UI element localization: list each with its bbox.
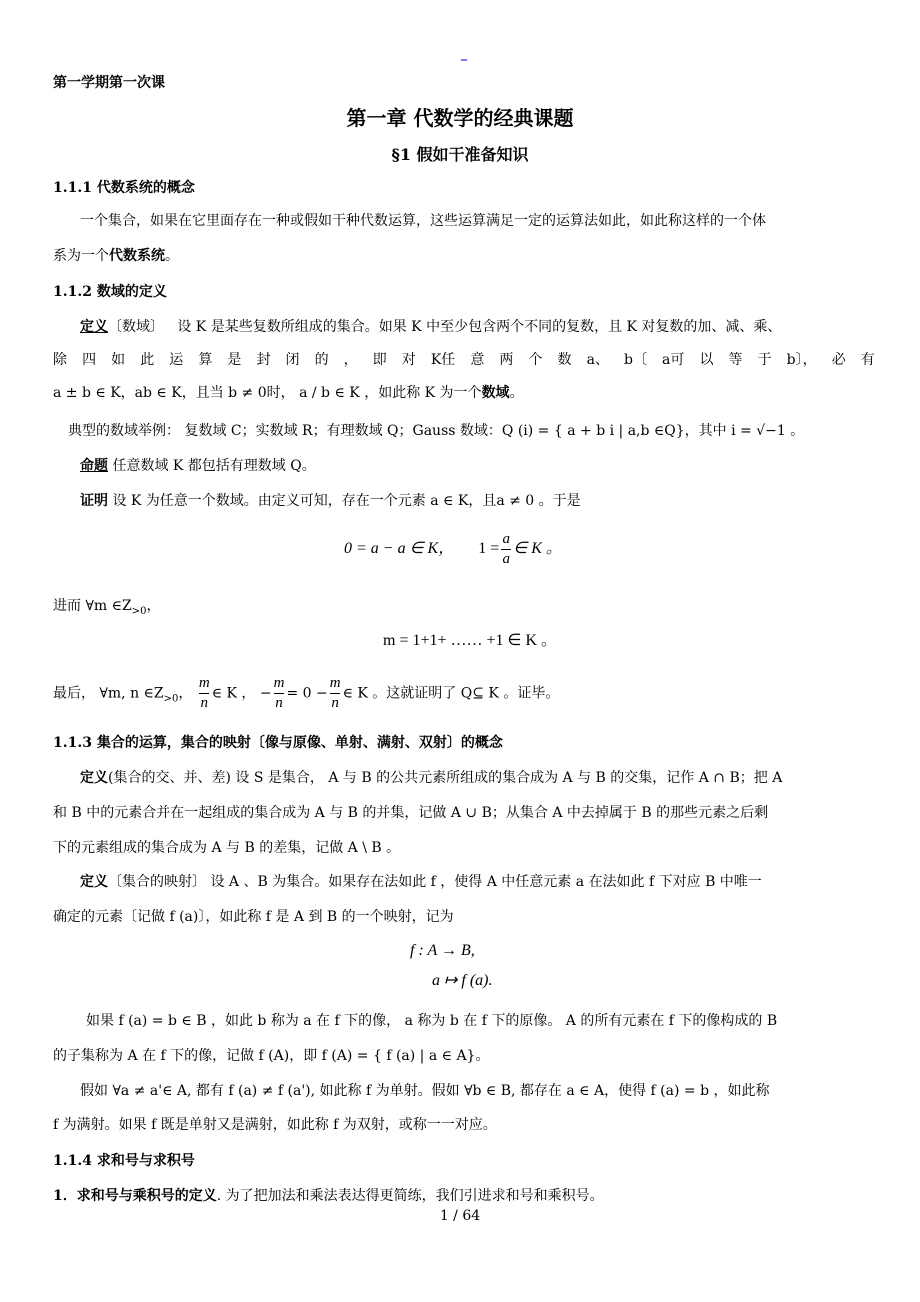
page-number: 1 / 64 [439, 1208, 481, 1224]
spread-char: b〕， [786, 352, 817, 368]
def-set-ops-line3: 下的元素组成的集合成为 A 与 B 的差集，记做 A \ B 。 [53, 840, 401, 856]
def-mapping-line2: 确定的元素〔记做 f (a)〕，如此称 f 是 A 到 B 的一个映射，记为 [53, 909, 454, 925]
equation-zero-one: 0 = a − a ∈ K， 1 = $\frac{a}{a}$ ∈ K 。 [344, 531, 562, 567]
sum-product-def: 1．求和号与乘积号的定义. 为了把加法和乘法表达得更简练，我们引进求和号和乘积号。 [53, 1188, 604, 1204]
heading-1-1-1: 1.1.1 代数系统的概念 [53, 180, 195, 196]
spread-char: 于 [757, 352, 772, 368]
map-eq-line1: f : A → B, [410, 942, 475, 959]
spread-char: b〔 [624, 352, 647, 368]
spread-char: ， [343, 352, 358, 368]
proof-line: 证明 设 K 为任意一个数域。由定义可知，存在一个元素 a ∈ K，且a ≠ 0 。于是 [80, 493, 581, 509]
spread-char: 四 [82, 352, 97, 368]
examples-line: 典型的数域举例： 复数域 C；实数域 R；有理数域 Q；Gauss 数域：Q (i) = { a + b i | a,b ∈Q}，其中 i = √−1 。 [68, 423, 805, 439]
injective-line1: 假如 ∀a ≠ a'∈ A, 都有 f (a) ≠ f (a'), 如此称 f 为单射。假如 ∀b ∈ B, 都存在 a ∈ A，使得 f (a) = b ，如此称 [80, 1083, 770, 1099]
spread-char: 是 [227, 352, 242, 368]
heading-1-1-3: 1.1.3 集合的运算，集合的映射〔像与原像、单射、满射、双射〕的概念 [53, 735, 503, 751]
final-line: 最后， ∀m, n $\in Z_{>0}$， $\frac{m}{n}$ ∈ K ， − $\frac{m}{n}$ = 0 − $\frac{m}{n}$ ∈ K 。这就证明了 Q⊆ K 。证毕。 [53, 675, 560, 711]
spread-char: 等 [728, 352, 743, 368]
spread-char: 除 [53, 352, 67, 368]
def-number-field-line1: 定义〔数域〕 设 K 是某些复数所组成的集合。如果 K 中至少包含两个不同的复数，且 K 对复数的加、减、乘、 [80, 319, 782, 335]
prop-label: 命题 [80, 458, 108, 474]
section-title: §1 假如干准备知识 [391, 145, 529, 164]
proof-label: 证明 [80, 493, 108, 509]
spread-char: a、 [586, 352, 609, 368]
spread-char: K任 [430, 352, 456, 368]
def-label: 定义 [80, 319, 108, 335]
spread-char: 两 [499, 352, 514, 368]
spread-char: 意 [470, 352, 485, 368]
lesson-label: 第一学期第一次课 [53, 75, 165, 91]
term-algebra-system: 代数系统 [109, 248, 165, 264]
spread-char: 算 [198, 352, 213, 368]
spread-char: 如 [111, 352, 126, 368]
spread-char: 闭 [285, 352, 300, 368]
def-set-ops-line1: 定义(集合的交、并、差) 设 S 是集合， A 与 B 的公共元素所组成的集合成为 A 与 B 的交集，记作 A ∩ B；把 A [80, 770, 783, 786]
equation-m-sum: m = 1+1+ …… +1 ∈ K 。 [383, 632, 558, 649]
image-def-line1: 如果 f (a) = b ∈ B ，如此 b 称为 a 在 f 下的像， a 称为 b 在 f 下的原像。 A 的所有元素在 f 下的像构成的 B [86, 1013, 778, 1029]
def-mapping-line1: 定义〔集合的映射〕 设 A 、B 为集合。如果存在法如此 f ，使得 A 中任意元素 a 在法如此 f 下对应 B 中唯一 [80, 874, 762, 890]
proposition: 命题 任意数域 K 都包括有理数域 Q。 [80, 458, 316, 474]
map-eq-line2: a ↦ f (a). [432, 972, 493, 989]
para-algebra-system-line1: 一个集合，如果在它里面存在一种或假如干种代数运算，这些运算满足一定的运算法如此，如此称这样的一个体 [80, 213, 766, 229]
term-number-field: 数域 [481, 385, 510, 401]
spread-char: 对 [401, 352, 416, 368]
heading-1-1-4: 1.1.4 求和号与求积号 [53, 1153, 195, 1169]
spread-char: 此 [140, 352, 155, 368]
spread-char: 有 [860, 352, 875, 368]
heading-1-1-2: 1.1.2 数域的定义 [53, 284, 167, 300]
para-algebra-system-line2: 系为一个代数系统。 [53, 248, 179, 264]
spread-char: 数 [557, 352, 572, 368]
spread-char: a可 [662, 352, 685, 368]
spread-char: 封 [256, 352, 271, 368]
spread-char: 必 [831, 352, 846, 368]
spread-char: 的 [314, 352, 329, 368]
def-set-ops-line2: 和 B 中的元素合并在一起组成的集合成为 A 与 B 的并集，记做 A ∪ B；从集合 A 中去掉属于 B 的那些元素之后剩 [53, 805, 769, 821]
def-number-field-line2 [53, 349, 875, 369]
spread-char: 即 [372, 352, 387, 368]
image-def-line2: 的子集称为 A 在 f 下的像，记做 f (A)，即 f (A) = { f (a) | a ∈ A}。 [53, 1048, 490, 1064]
spread-char: 运 [169, 352, 184, 368]
spread-char: 以 [699, 352, 714, 368]
top-marker [461, 59, 467, 61]
spread-char: 个 [528, 352, 543, 368]
injective-line2: f 为满射。如果 f 既是单射又是满射，如此称 f 为双射，或称一一对应。 [53, 1117, 497, 1133]
def-number-field-line3: a ± b ∈ K，ab ∈ K，且当 b ≠ 0时， a / b ∈ K ，如此称 K 为一个数域。 [53, 385, 524, 401]
chapter-title: 第一章 代数学的经典课题 [346, 106, 574, 130]
then-line: 进而 ∀m $\in Z_{>0}$， [53, 598, 161, 617]
